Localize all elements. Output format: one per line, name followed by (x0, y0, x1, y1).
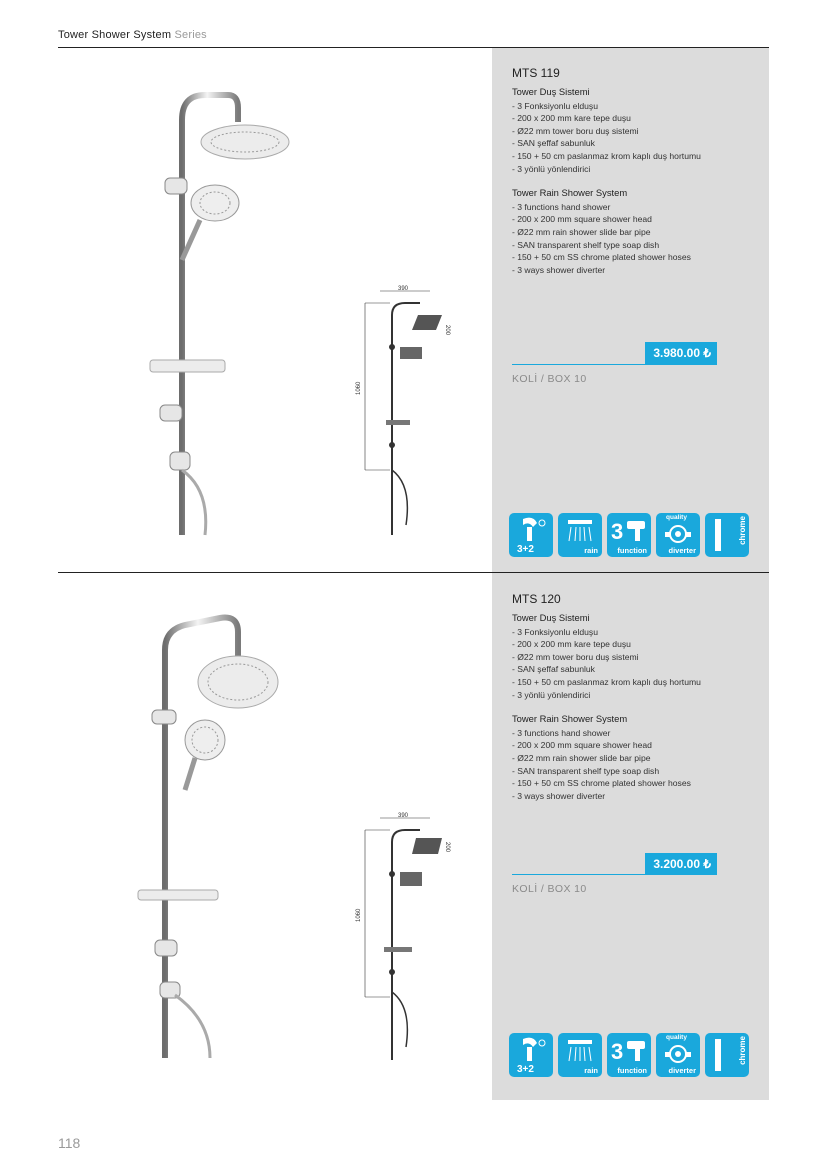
hand-shower-icon: 3+2 (509, 513, 553, 557)
product-photo-1 (120, 80, 310, 540)
spec-line: - 3 functions hand shower (512, 727, 611, 738)
spec-line: - Ø22 mm tower boru duş sistemi (512, 651, 639, 662)
spec-title-en: Tower Rain Shower System (512, 187, 628, 199)
dim-head-1: 200 (444, 325, 450, 336)
feature-icons-1 (509, 513, 749, 557)
page-number: 118 (58, 1135, 81, 1151)
dim-width-2: 390 (398, 813, 409, 819)
model-title-1: MTS 119 (512, 66, 560, 80)
spec-title-tr: Tower Duş Sistemi (512, 86, 590, 97)
price-badge-1: 3.980.00 ₺ (645, 342, 717, 364)
spec-line: - 150 + 50 cm paslanmaz krom kaplı duş hortumu (512, 150, 701, 161)
three-function-icon: 3 function (607, 1033, 651, 1077)
dim-width-1: 390 (398, 286, 409, 292)
spec-line: - 3 yönlü yönlendirici (512, 163, 591, 174)
header-subtitle: Series (174, 29, 207, 41)
spec-line: - SAN transparent shelf type soap dish (512, 239, 660, 250)
spec-block-2 (512, 612, 762, 802)
spec-line: - 3 Fonksiyonlu elduşu (512, 100, 598, 111)
spec-line: - 200 x 200 mm square shower head (512, 214, 652, 225)
feature-icons-2 (509, 1033, 749, 1077)
spec-line: - Ø22 mm tower boru duş sistemi (512, 125, 639, 136)
spec-title-tr: Tower Duş Sistemi (512, 612, 590, 623)
product-photo-2 (120, 610, 310, 1060)
spec-line: - 3 ways shower diverter (512, 790, 606, 801)
spec-line: - 150 + 50 cm SS chrome plated shower hoses (512, 252, 691, 263)
packaging-info-1: KOLİ / BOX 10 (512, 373, 587, 385)
spec-line: - 200 x 200 mm square shower head (512, 740, 652, 751)
technical-drawing-1 (350, 285, 460, 540)
header-title: Tower Shower System (58, 29, 172, 41)
spec-line: - 3 functions hand shower (512, 201, 611, 212)
three-function-icon: 3 function (607, 513, 651, 557)
price-badge-2: 3.200.00 ₺ (645, 853, 717, 875)
dim-head-2: 200 (444, 842, 450, 853)
spec-line: - 200 x 200 mm kare tepe duşu (512, 639, 631, 650)
chrome-icon: chrome (705, 513, 749, 557)
chrome-icon: chrome (705, 1033, 749, 1077)
model-title-2: MTS 120 (512, 592, 561, 606)
spec-line: - 3 yönlü yönlendirici (512, 689, 591, 700)
spec-line: - SAN şeffaf sabunluk (512, 138, 595, 149)
spec-line: - SAN transparent shelf type soap dish (512, 765, 660, 776)
page-header (58, 29, 207, 41)
spec-block-1 (512, 86, 762, 276)
spec-line: - SAN şeffaf sabunluk (512, 664, 595, 675)
spec-line: - 150 + 50 cm SS chrome plated shower hoses (512, 778, 691, 789)
price-rule-1 (512, 364, 717, 365)
spec-line: - Ø22 mm rain shower slide bar pipe (512, 226, 651, 237)
packaging-info-2: KOLİ / BOX 10 (512, 883, 587, 895)
dim-height-1: 1060 (356, 381, 362, 395)
spec-line: - 3 ways shower diverter (512, 264, 606, 275)
spec-line: - Ø22 mm rain shower slide bar pipe (512, 752, 651, 763)
technical-drawing-2 (350, 812, 460, 1067)
quality-diverter-icon: quality diverter (656, 1033, 700, 1077)
rain-icon: rain (558, 1033, 602, 1077)
spec-title-en: Tower Rain Shower System (512, 713, 628, 725)
dim-height-2: 1060 (356, 908, 362, 922)
spec-line: - 150 + 50 cm paslanmaz krom kaplı duş hortumu (512, 676, 701, 687)
rain-icon: rain (558, 513, 602, 557)
hand-shower-icon: 3+2 (509, 1033, 553, 1077)
quality-diverter-icon: quality diverter (656, 513, 700, 557)
spec-line: - 200 x 200 mm kare tepe duşu (512, 113, 631, 124)
spec-line: - 3 Fonksiyonlu elduşu (512, 626, 598, 637)
